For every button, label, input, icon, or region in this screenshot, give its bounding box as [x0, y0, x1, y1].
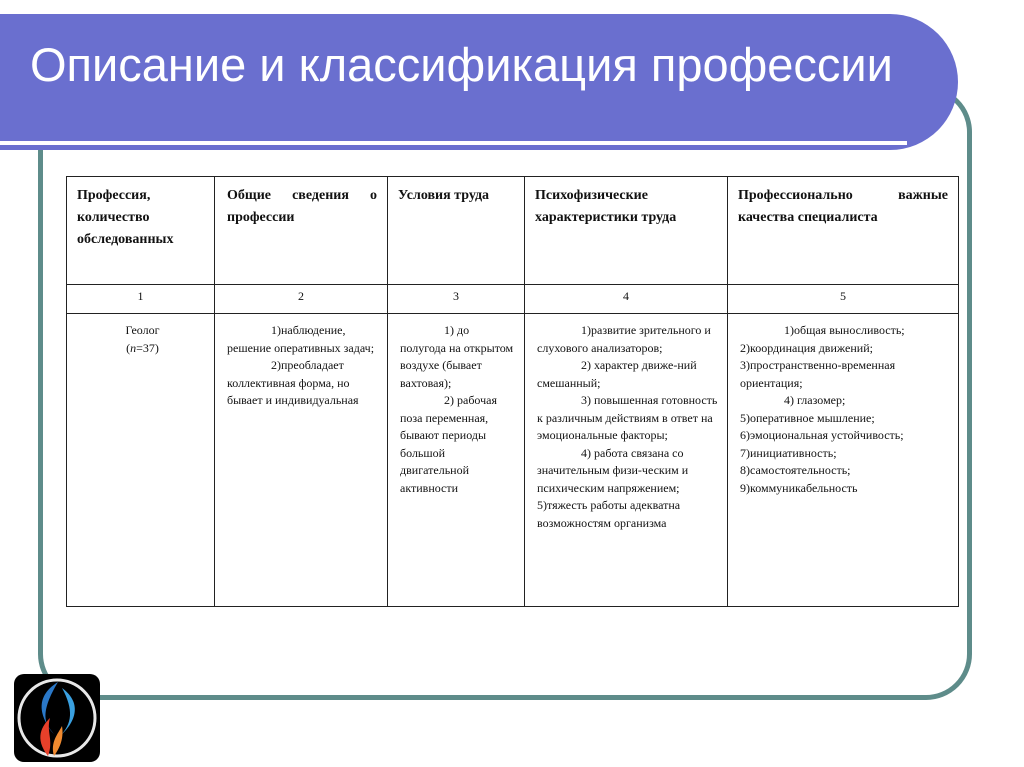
qualities-item: 3)пространственно-временная ориентация;: [740, 358, 896, 390]
psycho-item: 1)развитие зрительного и слухового анализаторов;: [537, 323, 711, 355]
general-cell: [215, 314, 388, 607]
profession-cell: [67, 314, 215, 607]
column-number: 2: [215, 285, 388, 314]
conditions-cell: [388, 314, 525, 607]
header-cell: Профессия, количество обследованных: [67, 177, 215, 285]
qualities-item: 8)самостоятельность;: [740, 463, 851, 477]
qualities-item: 1)общая выносливость;: [784, 323, 905, 337]
psycho-cell: [525, 314, 728, 607]
header-cell: Психофизические характеристики труда: [525, 177, 728, 285]
table-number-row: [67, 285, 959, 314]
psycho-item: 2) характер движе-ний смешанный;: [537, 358, 697, 390]
qualities-item: 6)эмоциональная устойчивость;: [740, 428, 904, 442]
title-underline: [0, 141, 907, 145]
flame-logo-icon: [14, 674, 100, 762]
profession-name: Геолог: [125, 323, 160, 337]
qualities-cell: [728, 314, 959, 607]
qualities-item: 9)коммуникабельность: [740, 480, 858, 495]
header-cell: Условия труда: [388, 177, 525, 285]
column-number: 5: [728, 285, 959, 314]
header-cell: Профессионально важные качества специалиста: [728, 177, 959, 285]
table-row: [67, 314, 959, 607]
sample-size: (n=37): [126, 340, 159, 355]
column-number: 3: [388, 285, 525, 314]
qualities-item: 2)координация движений;: [740, 340, 873, 355]
profession-table: [66, 176, 959, 607]
column-number: 4: [525, 285, 728, 314]
sample-size-label: n: [130, 340, 137, 355]
general-item: 1)наблюдение, решение оперативных задач;: [227, 323, 375, 355]
conditions-item: 1) до полугода на открытом воздухе (бывает вахтовая);: [400, 323, 514, 390]
psycho-item: 3) повышенная готовность к различным действиям в ответ на эмоциональные факторы;: [537, 393, 718, 442]
header-cell: Общие сведения о профессии: [215, 177, 388, 285]
title-bar: [0, 14, 958, 150]
column-number: 1: [67, 285, 215, 314]
conditions-item: 2) рабочая поза переменная, бывают периоды большой двигательной активности: [400, 393, 497, 495]
qualities-item: 5)оперативное мышление;: [740, 410, 875, 425]
qualities-item: 7)инициативность;: [740, 445, 837, 460]
sample-size-value: =37: [136, 340, 155, 355]
psycho-item: 4) работа связана со значительным физи-ческим и психическим напряжением; 5)тяжесть работы адекватна возможностям организма: [537, 445, 689, 530]
general-item: 2)преобладает коллективная форма, но бывает и индивидуальная: [227, 358, 359, 407]
table-header-row: [67, 177, 959, 285]
qualities-item: 4) глазомер;: [784, 393, 846, 407]
slide-title: Описание и классификация профессии: [30, 38, 893, 91]
